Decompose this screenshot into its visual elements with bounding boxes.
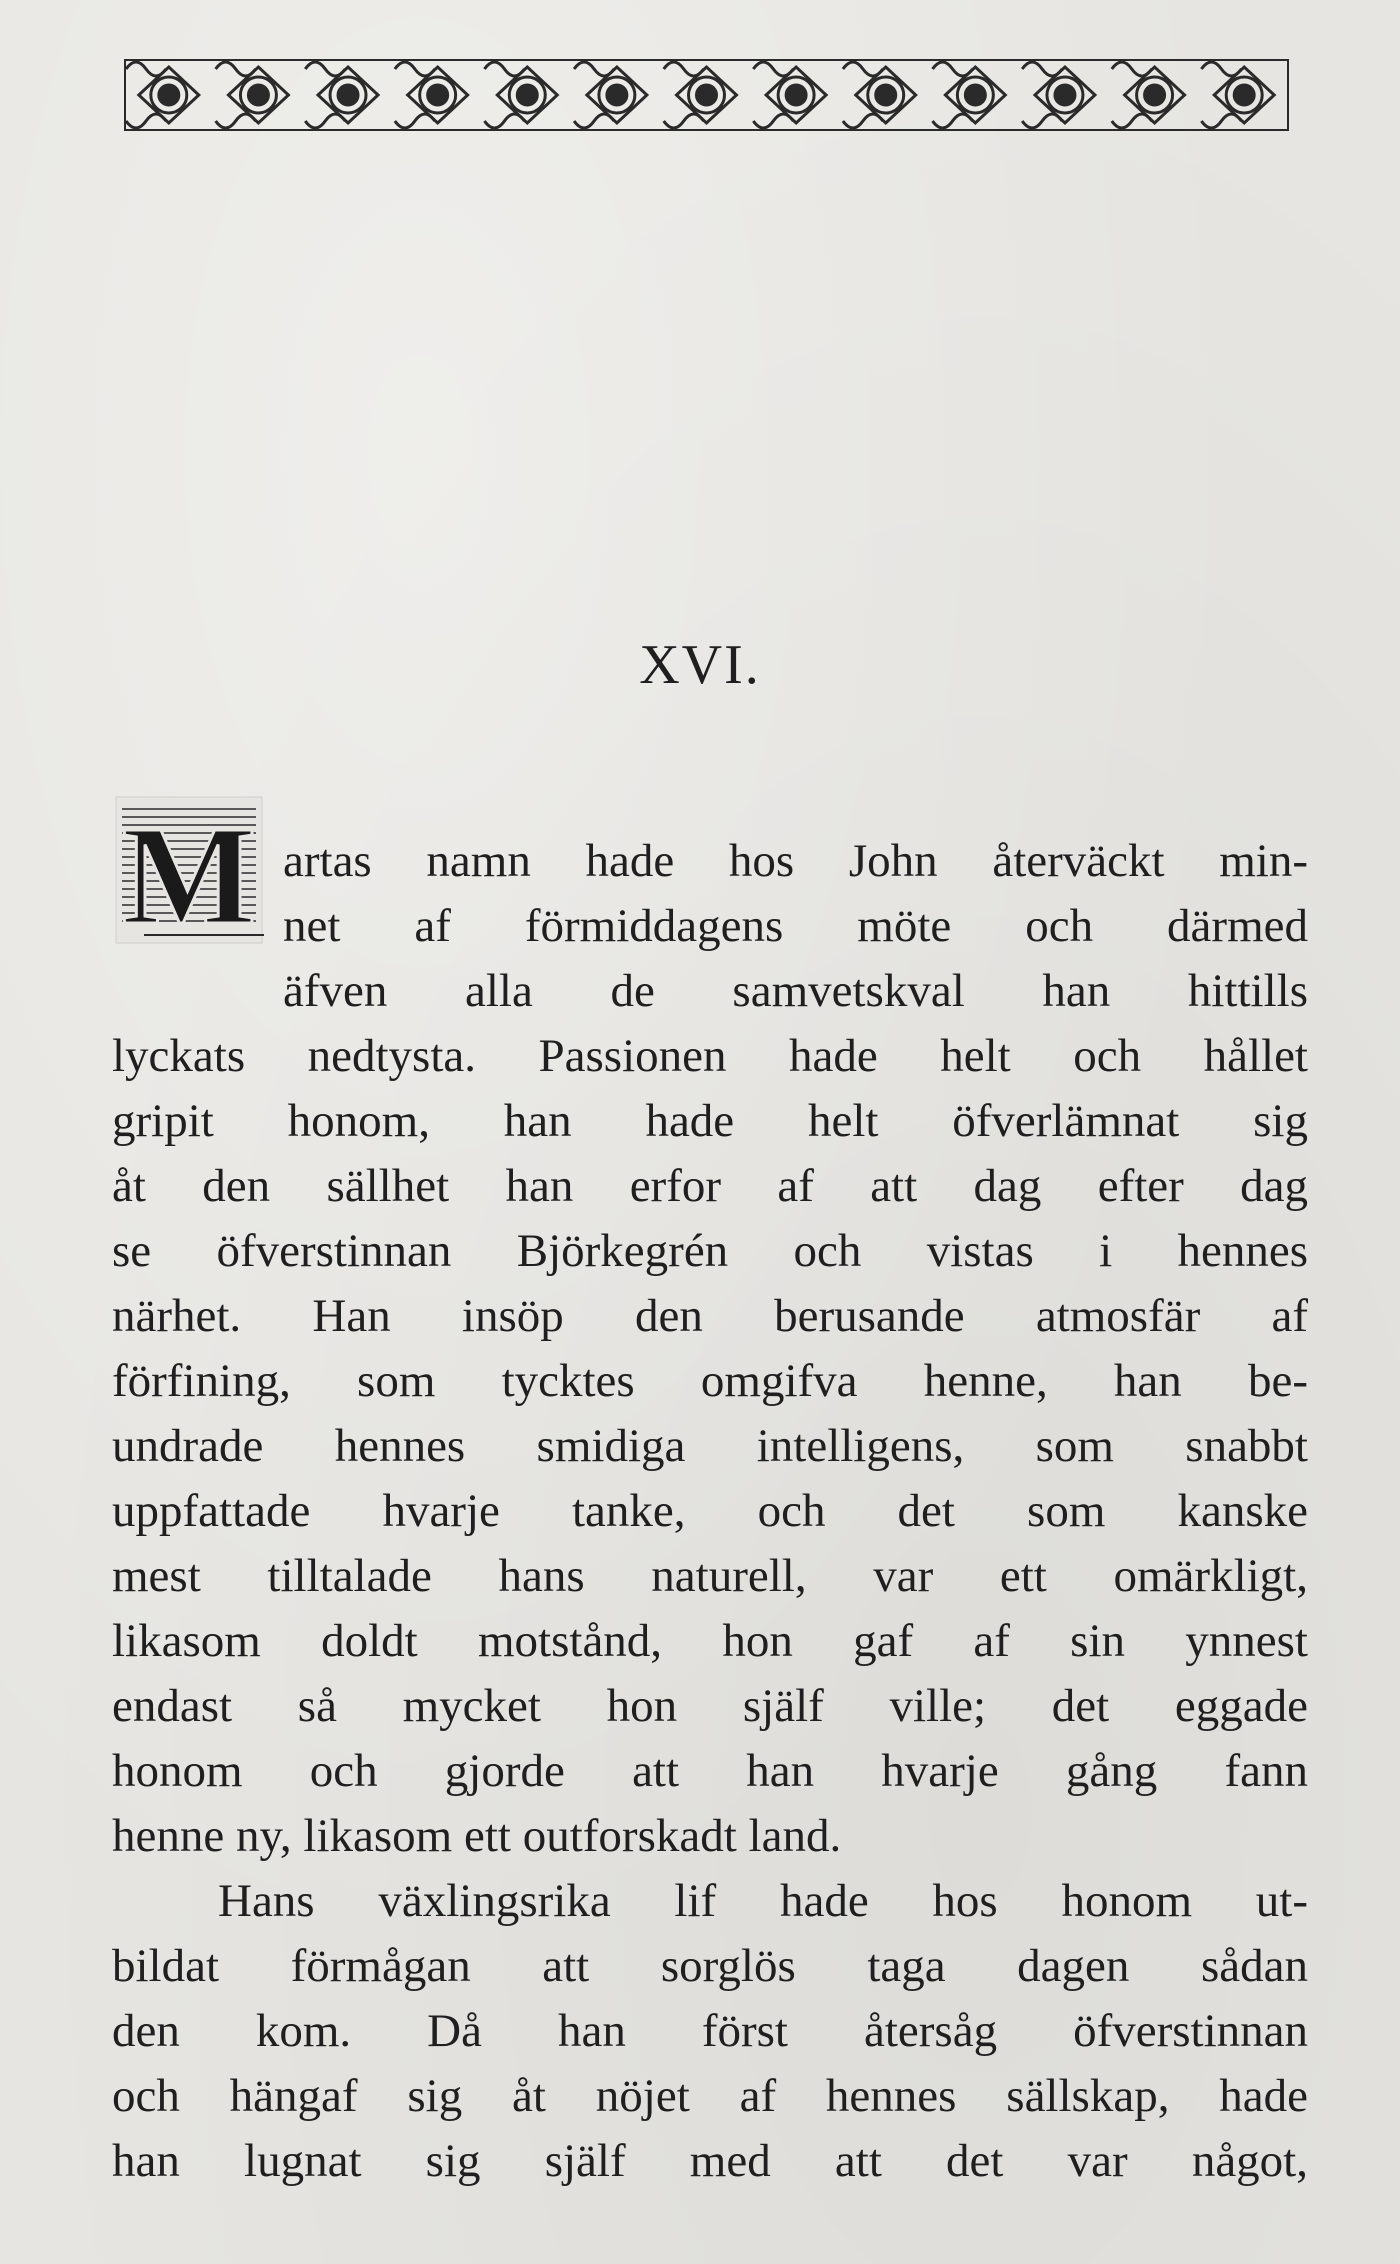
svg-text:M: M (121, 796, 257, 945)
decorative-header-border (124, 52, 1289, 138)
text-line: och hängaf sig åt nöjet af hennes sällskap, hade (112, 2070, 1308, 2122)
text-line: närhet. Han insöp den berusande atmosfär af (112, 1290, 1308, 1342)
text-line: den kom. Då han först återsåg öfverstinnan (112, 2005, 1308, 2057)
text-line: åt den sällhet han erfor af att dag efter dag (112, 1160, 1308, 1212)
text-line: Hans växlingsrika lif hade hos honom ut- (218, 1875, 1308, 1927)
text-line: se öfverstinnan Björkegrén och vistas i hennes (112, 1225, 1308, 1277)
text-line: lyckats nedtysta. Passionen hade helt och hållet (112, 1030, 1308, 1082)
text-line: uppfattade hvarje tanke, och det som kanske (112, 1485, 1308, 1537)
text-line: endast så mycket hon själf ville; det eggade (112, 1680, 1308, 1732)
text-line: äfven alla de samvetskval han hittills (283, 965, 1308, 1017)
text-line: förfining, som tycktes omgifva henne, han be- (112, 1355, 1308, 1407)
text-line: likasom doldt motstånd, hon gaf af sin ynnest (112, 1615, 1308, 1667)
chapter-heading: XVI. (639, 634, 761, 696)
decorated-initial-letter (114, 795, 264, 945)
text-line: gripit honom, han hade helt öfverlämnat sig (112, 1095, 1308, 1147)
text-line: net af förmiddagens möte och därmed (283, 900, 1308, 952)
text-line: han lugnat sig själf med att det var något, (112, 2135, 1308, 2187)
text-line: undrade hennes smidiga intelligens, som snabbt (112, 1420, 1308, 1472)
text-line: honom och gjorde att han hvarje gång fann (112, 1745, 1308, 1797)
text-line: artas namn hade hos John återväckt min- (283, 835, 1308, 887)
text-line: mest tilltalade hans naturell, var ett omärkligt, (112, 1550, 1308, 1602)
text-line: bildat förmågan att sorglös taga dagen sådan (112, 1940, 1308, 1992)
text-line: henne ny, likasom ett outforskadt land. (112, 1810, 842, 1862)
